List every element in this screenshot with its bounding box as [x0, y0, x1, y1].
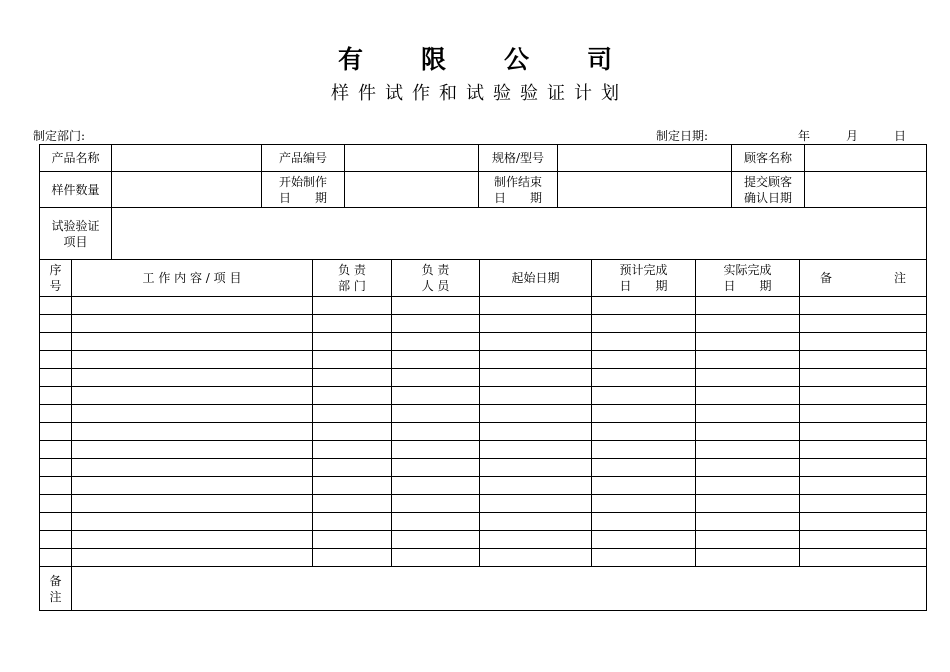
table-cell[interactable] [696, 495, 800, 513]
table-cell[interactable] [40, 405, 72, 423]
table-cell[interactable] [392, 531, 480, 549]
table-cell[interactable] [480, 513, 592, 531]
table-cell[interactable] [592, 549, 696, 567]
table-cell[interactable] [313, 477, 392, 495]
table-cell[interactable] [592, 513, 696, 531]
table-cell[interactable] [480, 315, 592, 333]
table-row [40, 405, 927, 423]
table-cell[interactable] [40, 315, 72, 333]
table-cell[interactable] [40, 549, 72, 567]
table-cell[interactable] [313, 333, 392, 351]
spec-model-value[interactable] [558, 145, 732, 172]
table-cell[interactable] [480, 459, 592, 477]
table-cell[interactable] [800, 441, 927, 459]
table-cell[interactable] [800, 549, 927, 567]
table-cell[interactable] [592, 405, 696, 423]
table-row [40, 423, 927, 441]
submit-date-label: 提交顾客 确认日期 [732, 172, 805, 208]
table-cell[interactable] [392, 387, 480, 405]
table-cell[interactable] [480, 333, 592, 351]
product-name-value[interactable] [112, 145, 262, 172]
table-cell[interactable] [800, 531, 927, 549]
footer-remark-row [40, 567, 927, 611]
table-cell[interactable] [40, 513, 72, 531]
table-cell[interactable] [392, 423, 480, 441]
start-date-value[interactable] [345, 172, 479, 208]
footer-remark-label: 备 注 [40, 567, 72, 611]
table-cell[interactable] [72, 549, 313, 567]
table-cell[interactable] [800, 387, 927, 405]
spec-model-label: 规格/型号 [479, 145, 558, 172]
table-cell[interactable] [696, 297, 800, 315]
table-cell[interactable] [313, 441, 392, 459]
table-cell[interactable] [40, 441, 72, 459]
start-header: 起始日期 [480, 260, 592, 297]
table-cell[interactable] [392, 549, 480, 567]
table-cell[interactable] [313, 297, 392, 315]
table-cell[interactable] [696, 351, 800, 369]
table-cell[interactable] [592, 423, 696, 441]
table-cell[interactable] [313, 513, 392, 531]
customer-name-value[interactable] [805, 145, 927, 172]
table-cell[interactable] [480, 405, 592, 423]
date-label: 制定日期: [656, 129, 709, 143]
table-cell[interactable] [592, 297, 696, 315]
table-cell[interactable] [800, 333, 927, 351]
table-cell[interactable] [800, 495, 927, 513]
table-cell[interactable] [72, 495, 313, 513]
table-cell[interactable] [696, 477, 800, 495]
table-cell[interactable] [592, 351, 696, 369]
table-cell[interactable] [800, 315, 927, 333]
table-cell[interactable] [696, 549, 800, 567]
table-cell[interactable] [696, 531, 800, 549]
table-cell[interactable] [72, 459, 313, 477]
table-cell[interactable] [696, 459, 800, 477]
table-cell[interactable] [800, 297, 927, 315]
table-cell[interactable] [72, 387, 313, 405]
table-cell[interactable] [392, 405, 480, 423]
table-cell[interactable] [696, 423, 800, 441]
table-row [40, 387, 927, 405]
table-cell[interactable] [72, 351, 313, 369]
sample-qty-label: 样件数量 [40, 172, 112, 208]
table-cell[interactable] [592, 315, 696, 333]
table-cell[interactable] [696, 333, 800, 351]
end-date-label: 制作结束 日 期 [479, 172, 558, 208]
table-cell[interactable] [800, 405, 927, 423]
month-label: 月 [846, 129, 859, 143]
table-cell[interactable] [40, 297, 72, 315]
table-cell[interactable] [313, 549, 392, 567]
table-cell[interactable] [392, 297, 480, 315]
table-cell[interactable] [480, 441, 592, 459]
table-row [40, 351, 927, 369]
customer-name-label: 顾客名称 [732, 145, 805, 172]
table-cell[interactable] [40, 351, 72, 369]
table-cell[interactable] [592, 333, 696, 351]
table-cell[interactable] [696, 405, 800, 423]
table-cell[interactable] [480, 387, 592, 405]
test-items-label: 试验验证 项目 [40, 208, 112, 260]
table-cell[interactable] [592, 387, 696, 405]
table-cell[interactable] [592, 495, 696, 513]
test-items-value[interactable] [112, 208, 927, 260]
table-row [40, 333, 927, 351]
table-cell[interactable] [696, 513, 800, 531]
table-row [40, 315, 927, 333]
table-cell[interactable] [592, 369, 696, 387]
table-cell[interactable] [313, 315, 392, 333]
content-header: 工 作 内 容 / 项 目 [72, 260, 313, 297]
table-cell[interactable] [40, 531, 72, 549]
table-cell[interactable] [40, 387, 72, 405]
table-cell[interactable] [592, 441, 696, 459]
table-cell[interactable] [480, 549, 592, 567]
table-cell[interactable] [313, 387, 392, 405]
start-date-label: 开始制作 日 期 [262, 172, 345, 208]
table-cell[interactable] [72, 531, 313, 549]
table-cell[interactable] [392, 477, 480, 495]
form-title: 样件试作和试验验证计划 [331, 83, 628, 104]
remark-header: 备 注 [800, 260, 927, 297]
dept-header: 负 责 部 门 [313, 260, 392, 297]
table-row [40, 459, 927, 477]
table-cell[interactable] [40, 495, 72, 513]
table-cell[interactable] [800, 351, 927, 369]
table-cell[interactable] [40, 369, 72, 387]
seq-header: 序 号 [40, 260, 72, 297]
table-cell[interactable] [72, 513, 313, 531]
person-header: 负 责 人 员 [392, 260, 480, 297]
table-cell[interactable] [480, 423, 592, 441]
table-cell[interactable] [480, 351, 592, 369]
plan-finish-header: 预计完成 日 期 [592, 260, 696, 297]
table-row [40, 549, 927, 567]
table-row [40, 495, 927, 513]
plan-header-row [40, 260, 927, 297]
dept-label: 制定部门: [33, 129, 86, 143]
table-row [40, 369, 927, 387]
table-cell[interactable] [72, 369, 313, 387]
table-cell[interactable] [40, 423, 72, 441]
product-name-label: 产品名称 [40, 145, 112, 172]
table-cell[interactable] [313, 423, 392, 441]
actual-finish-header: 实际完成 日 期 [696, 260, 800, 297]
footer-remark-value[interactable] [72, 567, 927, 611]
table-cell[interactable] [480, 495, 592, 513]
table-cell[interactable] [313, 459, 392, 477]
company-title: 有限公司 [337, 45, 670, 74]
plan-table [39, 259, 927, 611]
table-cell[interactable] [72, 333, 313, 351]
table-cell[interactable] [392, 459, 480, 477]
table-cell[interactable] [392, 351, 480, 369]
table-cell[interactable] [800, 459, 927, 477]
table-cell[interactable] [696, 315, 800, 333]
table-cell[interactable] [313, 405, 392, 423]
table-cell[interactable] [72, 423, 313, 441]
product-code-label: 产品编号 [262, 145, 345, 172]
table-cell[interactable] [392, 513, 480, 531]
table-cell[interactable] [696, 441, 800, 459]
table-row [40, 513, 927, 531]
table-cell[interactable] [392, 441, 480, 459]
table-cell[interactable] [480, 531, 592, 549]
table-cell[interactable] [72, 441, 313, 459]
table-cell[interactable] [313, 495, 392, 513]
sample-qty-value[interactable] [112, 172, 262, 208]
table-row [40, 297, 927, 315]
table-cell[interactable] [800, 369, 927, 387]
table-row [40, 441, 927, 459]
info-table [39, 144, 927, 260]
table-cell[interactable] [696, 369, 800, 387]
product-code-value[interactable] [345, 145, 479, 172]
table-cell[interactable] [800, 477, 927, 495]
table-row [40, 531, 927, 549]
table-cell[interactable] [392, 315, 480, 333]
table-cell[interactable] [72, 315, 313, 333]
table-cell[interactable] [392, 369, 480, 387]
end-date-value[interactable] [558, 172, 732, 208]
table-cell[interactable] [313, 351, 392, 369]
table-cell[interactable] [480, 369, 592, 387]
table-cell[interactable] [72, 477, 313, 495]
table-cell[interactable] [72, 405, 313, 423]
submit-date-value[interactable] [805, 172, 927, 208]
table-cell[interactable] [313, 369, 392, 387]
table-cell[interactable] [313, 531, 392, 549]
day-label: 日 [894, 129, 907, 143]
table-cell[interactable] [40, 333, 72, 351]
table-cell[interactable] [592, 459, 696, 477]
table-cell[interactable] [40, 477, 72, 495]
table-row [40, 477, 927, 495]
table-cell[interactable] [392, 333, 480, 351]
table-cell[interactable] [480, 477, 592, 495]
table-cell[interactable] [592, 531, 696, 549]
table-cell[interactable] [480, 297, 592, 315]
year-label: 年 [798, 129, 811, 143]
table-cell[interactable] [800, 423, 927, 441]
table-cell[interactable] [40, 459, 72, 477]
table-cell[interactable] [696, 387, 800, 405]
table-cell[interactable] [392, 495, 480, 513]
table-cell[interactable] [800, 513, 927, 531]
table-cell[interactable] [72, 297, 313, 315]
table-cell[interactable] [592, 477, 696, 495]
